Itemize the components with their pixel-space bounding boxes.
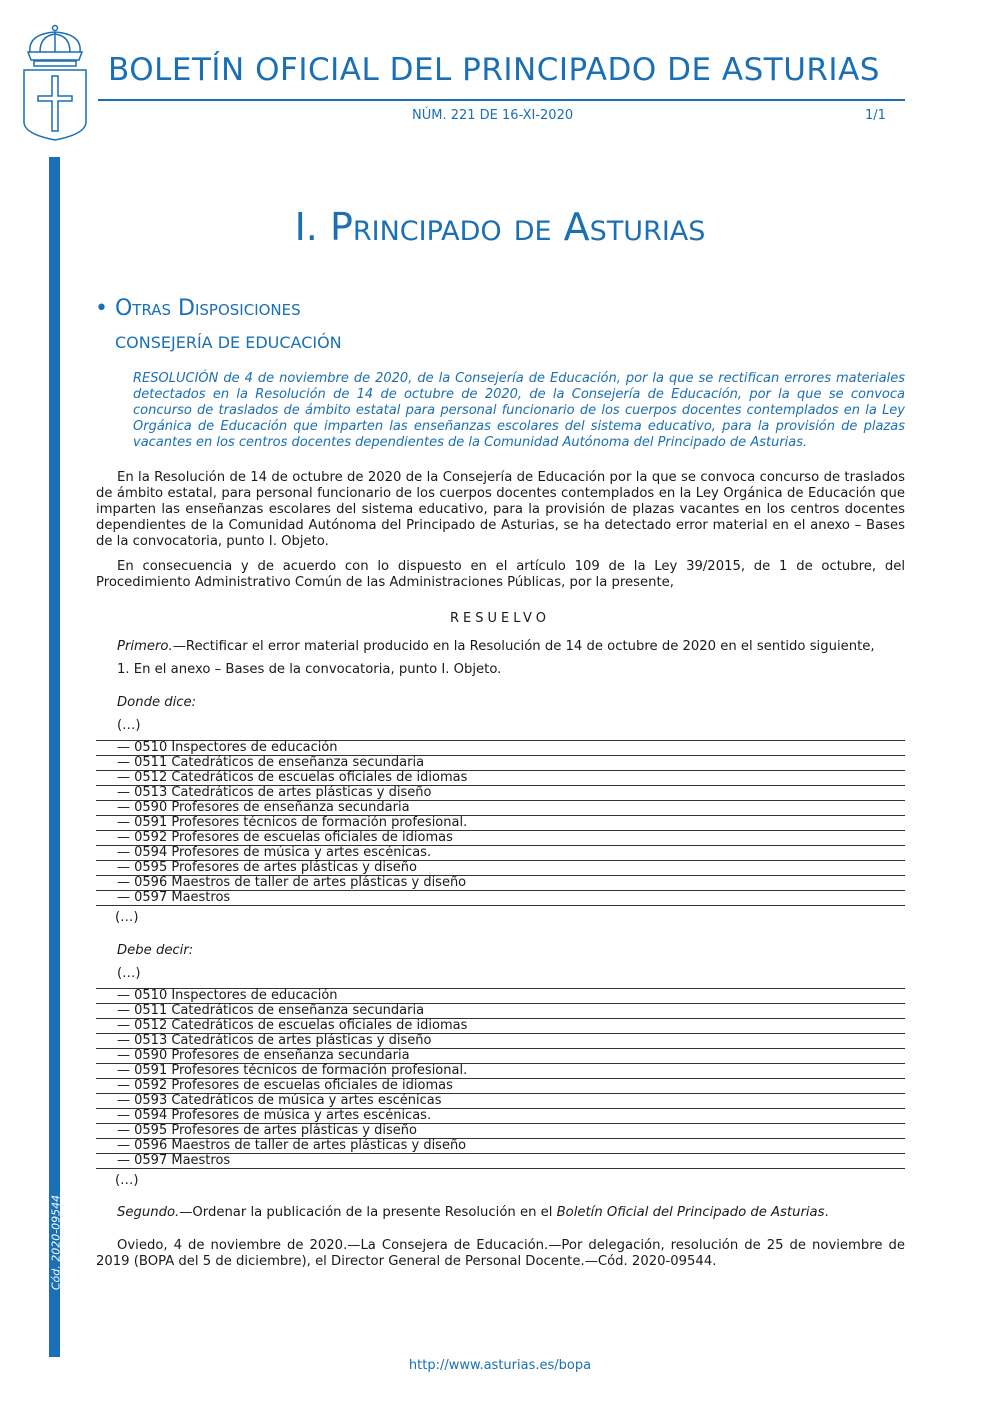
list-row: — 0512 Catedráticos de escuelas oficiales de idiomas <box>96 771 905 786</box>
primero-paragraph <box>117 639 875 654</box>
page-number: 1/1 <box>865 108 886 123</box>
list-after <box>96 988 905 1169</box>
list-row: — 0596 Maestros de taller de artes plásticas y diseño <box>96 1139 905 1154</box>
point-line: 1. En el anexo – Bases de la convocatoria, punto I. Objeto. <box>117 662 502 677</box>
segundo-text: —Ordenar la publicación de la presente Resolución en el <box>179 1205 557 1220</box>
donde-dice-label: Donde dice: <box>117 695 197 710</box>
list-row: — 0591 Profesores técnicos de formación profesional. <box>96 816 905 831</box>
list-row: — 0513 Catedráticos de artes plásticas y diseño <box>96 786 905 801</box>
header-rule <box>98 99 905 101</box>
ellipsis: (…) <box>117 966 141 981</box>
ellipsis: (…) <box>115 1173 139 1188</box>
paragraph: En la Resolución de 14 de octubre de 2020 de la Consejería de Educación por la que se convoca concurso de traslados de ámbito estatal, para personal funcionario de los cuerpos docentes contemplados en la Ley Orgánica de Educación que imparten las enseñanzas escolares del sistema educativo, para la provisión de plazas vacantes en los centros docentes dependientes de la Comunidad Autónoma del Principado de Asturias, se ha detectado error material en el anexo – Bases de la convocatoria, punto I. Objeto. <box>96 470 905 549</box>
list-row: — 0590 Profesores de enseñanza secundaria <box>96 1049 905 1064</box>
ellipsis: (…) <box>115 910 139 925</box>
list-row: — 0510 Inspectores de educación <box>96 989 905 1004</box>
list-row: — 0511 Catedráticos de enseñanza secundaria <box>96 756 905 771</box>
list-row: — 0593 Catedráticos de música y artes escénicas <box>96 1094 905 1109</box>
list-row: — 0512 Catedráticos de escuelas oficiales de idiomas <box>96 1019 905 1034</box>
section-title: I. Principado de Asturias <box>294 205 706 249</box>
list-row: — 0596 Maestros de taller de artes plásticas y diseño <box>96 876 905 891</box>
department: CONSEJERÍA DE EDUCACIÓN <box>115 333 342 352</box>
footer-url-link[interactable]: http://www.asturias.es/bopa <box>408 1358 592 1373</box>
segundo-end: . <box>824 1205 829 1220</box>
summary: RESOLUCIÓN de 4 de noviembre de 2020, de la Consejería de Educación, por la que se rectifican errores materiales detectados en la Resolución de 14 de octubre de 2020, de la Consejería de Educación, por la que se convoca concurso de traslados de ámbito estatal para personal funcionario de los cuerpos docentes contemplados en la Ley Orgánica de Educación que imparten las enseñanzas escolares del sistema educativo, para la provisión de plazas vacantes en los centros docentes dependientes de la Comunidad Autónoma del Principado de Asturias. <box>133 371 905 450</box>
list-before <box>96 740 905 906</box>
sidebar-code: Cód. 2020-09544 <box>49 1194 63 1291</box>
issue-number: NÚM. 221 DE 16-XI-2020 <box>412 108 574 123</box>
coat-of-arms-logo <box>22 24 88 146</box>
paragraph: En consecuencia y de acuerdo con lo dispuesto en el artículo 109 de la Ley 39/2015, de 1 de octubre, del Procedimiento Administrativo Común de las Administraciones Públicas, por la presente, <box>96 559 905 590</box>
list-row: — 0590 Profesores de enseñanza secundaria <box>96 801 905 816</box>
signature: Oviedo, 4 de noviembre de 2020.—La Consejera de Educación.—Por delegación, resolución de 25 de noviembre de 2019 (BOPA del 5 de diciembre), el Director General de Personal Docente.—Cód. 2020-09544. <box>96 1238 905 1269</box>
ellipsis: (…) <box>117 718 141 733</box>
primero-text: —Rectificar el error material producido en la Resolución de 14 de octubre de 2020 en el sentido siguiente, <box>172 639 875 654</box>
segundo-paragraph <box>117 1205 829 1220</box>
segundo-italic: Boletín Oficial del Principado de Asturias <box>556 1205 825 1220</box>
masthead-title: BOLETÍN OFICIAL DEL PRINCIPADO DE ASTURIAS <box>108 52 880 88</box>
list-row: — 0597 Maestros <box>96 891 905 906</box>
list-row: — 0592 Profesores de escuelas oficiales de idiomas <box>96 1079 905 1094</box>
list-row: — 0594 Profesores de música y artes escénicas. <box>96 846 905 861</box>
resuelvo-heading: RESUELVO <box>450 611 550 626</box>
list-row: — 0595 Profesores de artes plásticas y diseño <box>96 1124 905 1139</box>
list-row: — 0513 Catedráticos de artes plásticas y diseño <box>96 1034 905 1049</box>
list-row: — 0510 Inspectores de educación <box>96 741 905 756</box>
list-row: — 0511 Catedráticos de enseñanza secundaria <box>96 1004 905 1019</box>
segundo-label: Segundo. <box>117 1205 180 1220</box>
list-row: — 0594 Profesores de música y artes escénicas. <box>96 1109 905 1124</box>
list-row: — 0597 Maestros <box>96 1154 905 1169</box>
subsection-title: • Otras Disposiciones <box>95 296 301 321</box>
debe-decir-label: Debe decir: <box>117 943 194 958</box>
primero-label: Primero. <box>117 639 173 654</box>
list-row: — 0595 Profesores de artes plásticas y diseño <box>96 861 905 876</box>
sidebar-bar <box>49 157 60 1357</box>
list-row: — 0592 Profesores de escuelas oficiales de idiomas <box>96 831 905 846</box>
list-row: — 0591 Profesores técnicos de formación profesional. <box>96 1064 905 1079</box>
